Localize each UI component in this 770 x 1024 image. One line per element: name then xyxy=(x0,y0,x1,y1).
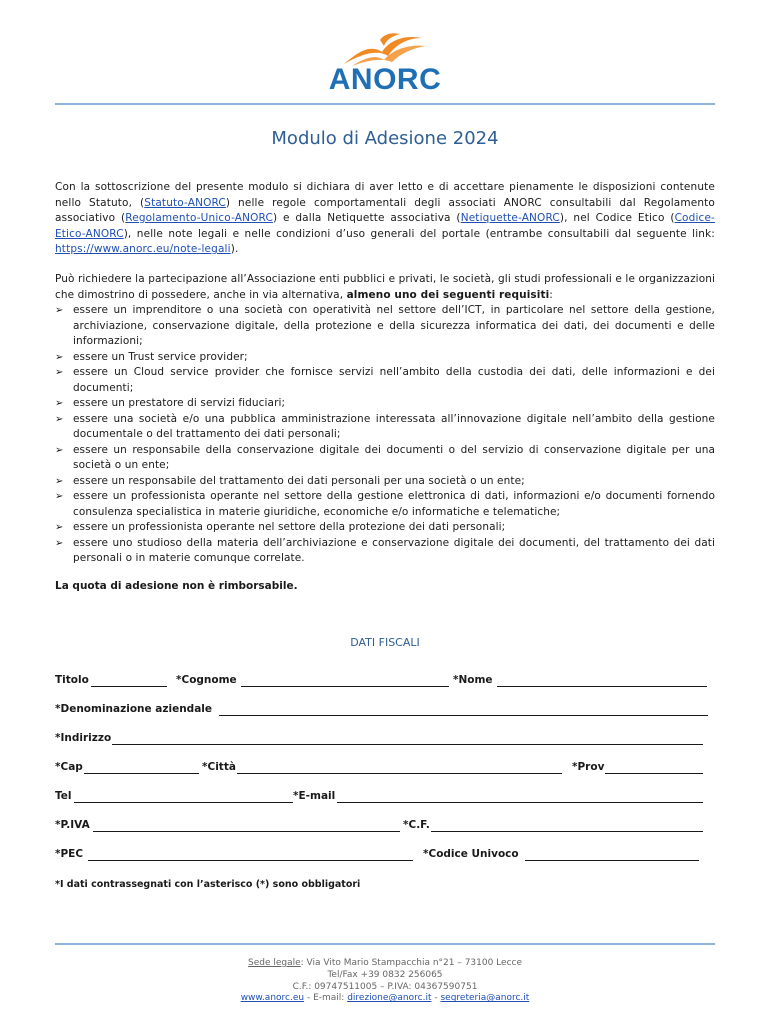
list-item: ➢ essere un Cloud service provider che fornisce servizi nell’ambito della custodia dei dati, delle informazioni e dei documenti; xyxy=(55,366,715,394)
cf-label: *C.F. xyxy=(403,819,430,831)
tel-field[interactable] xyxy=(74,802,293,803)
codice-univoco-field[interactable] xyxy=(525,860,699,861)
arrow-bullet-icon: ➢ xyxy=(55,475,64,487)
direzione-email-link[interactable]: direzione@anorc.it xyxy=(347,993,432,1004)
footer xyxy=(0,958,770,1005)
statuto-link[interactable]: Statuto-ANORC xyxy=(144,196,226,209)
page-title: Modulo di Adesione 2024 xyxy=(271,128,499,149)
cognome-field[interactable] xyxy=(241,686,449,687)
email-field[interactable] xyxy=(337,802,703,803)
piva-field[interactable] xyxy=(93,831,400,832)
arrow-bullet-icon: ➢ xyxy=(55,305,64,316)
prov-label: *Prov xyxy=(572,761,605,773)
header-divider xyxy=(55,103,715,105)
cap-label: *Cap xyxy=(55,761,83,773)
intro-text: ), nelle note legali e nelle condizioni d’uso generali del portale (entrambe consultabili dal seguente link: xyxy=(123,227,715,240)
website-link[interactable]: www.anorc.eu xyxy=(240,993,305,1004)
intro-paragraph xyxy=(55,180,715,258)
logo-text: ANORC xyxy=(328,63,442,96)
email-label: *E-mail xyxy=(293,790,336,802)
form-row-tax xyxy=(55,819,710,835)
nome-label: *Nome xyxy=(453,674,493,686)
form-row-names xyxy=(55,674,710,690)
list-item: ➢ essere uno studioso della materia dell’archiviazione e conservazione digitale dei documenti, del trattamento dei dati personali o in materie comunque correlate. xyxy=(55,536,715,564)
list-item: ➢ essere un Trust service provider; xyxy=(55,350,715,366)
titolo-label: Titolo xyxy=(55,674,89,686)
list-item: ➢ essere un imprenditore o una società con operatività nel settore dell’ICT, in particolare nel settore della gestione, archiviazione, conservazione digitale, della protezione e della sicurezza informatica dei dati, dei documenti e delle informazioni; xyxy=(55,304,715,347)
codice-univoco-label: *Codice Univoco xyxy=(423,848,519,860)
denominazione-label: *Denominazione aziendale xyxy=(55,703,213,715)
requirements-lead: Può richiedere la partecipazione all’Associazione enti pubblici e privati, le società, gli studi professionali e le organizzazioni che dimostrino di possedere, anche in via alternativa, almeno uno dei seguenti requisiti: xyxy=(55,273,715,301)
intro-text: ), nel Codice Etico ( xyxy=(559,212,675,224)
footer-links: www.anorc.eu - E-mail: direzione@anorc.it - segreteria@anorc.it xyxy=(240,993,530,1004)
cap-field[interactable] xyxy=(84,773,199,774)
sede-legale-label: Sede legale xyxy=(247,958,301,968)
nome-field[interactable] xyxy=(497,686,707,687)
list-item: ➢ essere un responsabile della conservazione digitale dei documenti o del servizio di conservazione digitale per una società o un ente; xyxy=(55,443,715,471)
arrow-bullet-icon: ➢ xyxy=(55,491,64,502)
list-item: ➢ essere un professionista operante nel settore della gestione elettronica di dati, informazioni e/o documenti fornendo consulenza specialistica in materie giuridiche, economiche e/o informatiche e telematiche; xyxy=(55,490,715,518)
form-row-pec xyxy=(55,848,710,864)
requirements-section xyxy=(55,272,715,567)
quota-notice: La quota di adesione non è rimborsabile. xyxy=(55,580,298,592)
arrow-bullet-icon: ➢ xyxy=(55,537,64,549)
anorc-logo xyxy=(318,30,452,96)
list-item: ➢ essere un prestatore di servizi fiduciari; xyxy=(55,396,715,412)
footer-cf-piva: C.F.: 09747511005 – P.IVA: 04367590751 xyxy=(292,981,478,992)
cf-field[interactable] xyxy=(431,831,703,832)
list-item: ➢ essere un responsabile del trattamento dei dati personali per una società o un ente; xyxy=(55,474,715,490)
note-legali-link[interactable]: https://www.anorc.eu/note-legali xyxy=(55,243,231,255)
pec-field[interactable] xyxy=(88,860,413,861)
footer-telfax: Tel/Fax +39 0832 256065 xyxy=(327,969,443,980)
intro-text: ). xyxy=(230,243,239,255)
tel-label: Tel xyxy=(55,790,72,802)
pec-label: *PEC xyxy=(55,848,84,860)
requirements-list xyxy=(55,303,715,567)
codice-etico-link[interactable]: Codice-Etico-ANORC xyxy=(55,212,715,240)
cognome-label: *Cognome xyxy=(176,674,237,686)
intro-text: ) e dalla Netiquette associativa ( xyxy=(272,212,461,224)
footer-address: Sede legale: Via Vito Mario Stampacchia n°21 – 73100 Lecce xyxy=(247,958,523,968)
footer-divider xyxy=(55,943,715,945)
list-item: ➢ essere una società e/o una pubblica amministrazione interessata all’innovazione digitale nell’ambito della gestione documentale o del trattamento dei dati personali; xyxy=(55,412,715,440)
mandatory-fields-note: *I dati contrassegnati con l’asterisco (*) sono obbligatori xyxy=(55,879,361,890)
arrow-bullet-icon: ➢ xyxy=(55,522,64,533)
form-row-cap-citta xyxy=(55,761,710,777)
arrow-bullet-icon: ➢ xyxy=(55,351,64,363)
citta-label: *Città xyxy=(202,761,236,773)
netiquette-link[interactable]: Netiquette-ANORC xyxy=(460,212,560,224)
denominazione-field[interactable] xyxy=(219,715,708,716)
titolo-field[interactable] xyxy=(91,686,167,687)
requirements-lead-bold: almeno uno dei seguenti requisiti xyxy=(346,288,550,301)
section-title-dati-fiscali: DATI FISCALI xyxy=(350,636,420,649)
prov-field[interactable] xyxy=(605,773,703,774)
segreteria-email-link[interactable]: segreteria@anorc.it xyxy=(440,993,530,1004)
arrow-bullet-icon: ➢ xyxy=(55,413,64,425)
form-row-denominazione xyxy=(55,703,710,719)
arrow-bullet-icon: ➢ xyxy=(55,444,64,456)
regolamento-link[interactable]: Regolamento-Unico-ANORC xyxy=(125,212,273,224)
intro-text: ) nelle regole comportamentali degli associati ANORC consultabili dal Regolamento associativo ( xyxy=(55,196,715,224)
intro-text: Con la sottoscrizione del presente modulo si dichiara di aver letto e di accettare pienamente le disposizioni contenute nello Statuto, ( xyxy=(55,181,715,209)
arrow-bullet-icon: ➢ xyxy=(55,398,64,409)
indirizzo-field[interactable] xyxy=(112,744,703,745)
list-item: ➢ essere un professionista operante nel settore della protezione dei dati personali; xyxy=(55,520,715,536)
piva-label: *P.IVA xyxy=(55,819,90,831)
citta-field[interactable] xyxy=(237,773,562,774)
arrow-bullet-icon: ➢ xyxy=(55,367,64,378)
form-row-indirizzo xyxy=(55,732,710,748)
indirizzo-label: *Indirizzo xyxy=(55,732,112,744)
form-row-contacts xyxy=(55,790,710,806)
